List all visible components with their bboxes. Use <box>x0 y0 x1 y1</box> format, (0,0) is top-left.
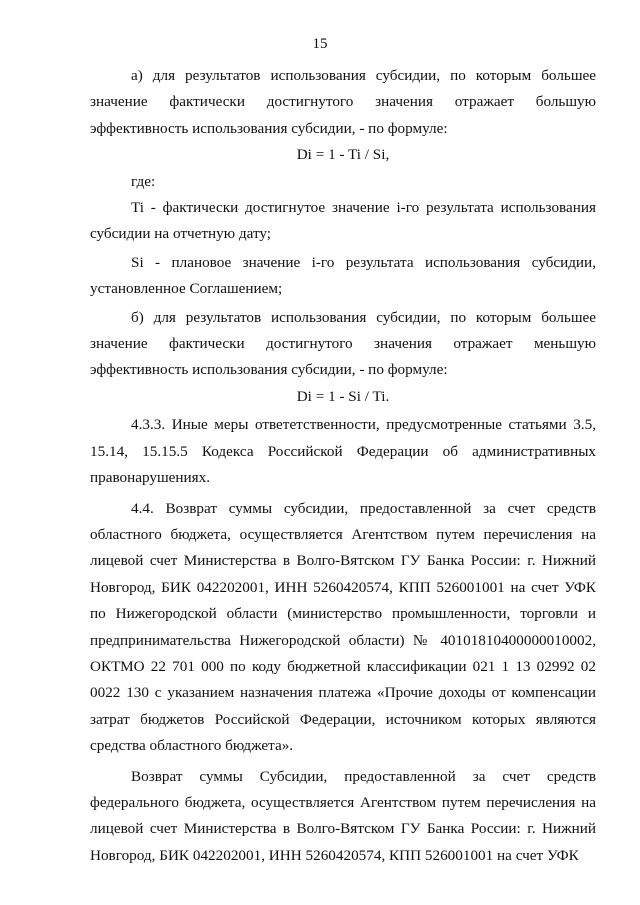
where-label: где: <box>131 172 156 190</box>
document-body <box>90 63 596 869</box>
page-number: 15 <box>312 36 328 52</box>
paragraph-a: а) для результатов использования субсидии, по которым большее значение фактически достигнутого значения отражает большую эффективность использования субсидии, - по формуле: <box>90 67 596 137</box>
paragraph-b: б) для результатов использования субсидии, по которым большее значение фактически достигнутого значения отражает меньшую эффективность использования субсидии, - по формуле: <box>90 308 596 379</box>
paragraph-4-4: 4.4. Возврат суммы субсидии, предоставленной за счет средств областного бюджета, осуществляется Агентством путем перечисления на лицевой счет Министерства в Волго-Вятском ГУ Банка России: г. Нижний Новгород, БИК 042202001, ИНН 5260420574, КПП 526001001 на счет УФК по Нижегородской области (министерство промышленности, торговли и предпринимательства Нижегородской области) № 40101810400000010002, ОКТМО 22 701 000 по коду бюджетной классификации 021 1 13 02992 02 0022 130 с указанием назначения платежа «Прочие доходы от компенсации затрат бюджетов Российской Федерации, источником которых являются средства областного бюджета». <box>90 499 596 755</box>
formula-2: Di = 1 - Si / Ti. <box>296 387 390 405</box>
si-definition: Si - плановое значение i-го результата использования субсидии, установленное Соглашением; <box>90 253 596 298</box>
ti-definition: Ti - фактически достигнутое значение i-го результата использования субсидии на отчетную дату; <box>90 199 596 243</box>
formula-1: Di = 1 - Ti / Si, <box>296 146 390 164</box>
paragraph-4-3-3: 4.3.3. Иные меры ответетственности, предусмотренные статьями 3.5, 15.14, 15.15.5 Кодекса Российской Федерации об административных правонарушениях. <box>90 416 596 487</box>
paragraph-federal-return: Возврат суммы Субсидии, предоставленной за счет средств федерального бюджета, осуществляется Агентством путем перечисления на лицевой счет Министерства в Волго-Вятском ГУ Банка России: г. Нижний Новгород, БИК 042202001, ИНН 5260420574, КПП 526001001 на счет УФК <box>90 767 596 864</box>
